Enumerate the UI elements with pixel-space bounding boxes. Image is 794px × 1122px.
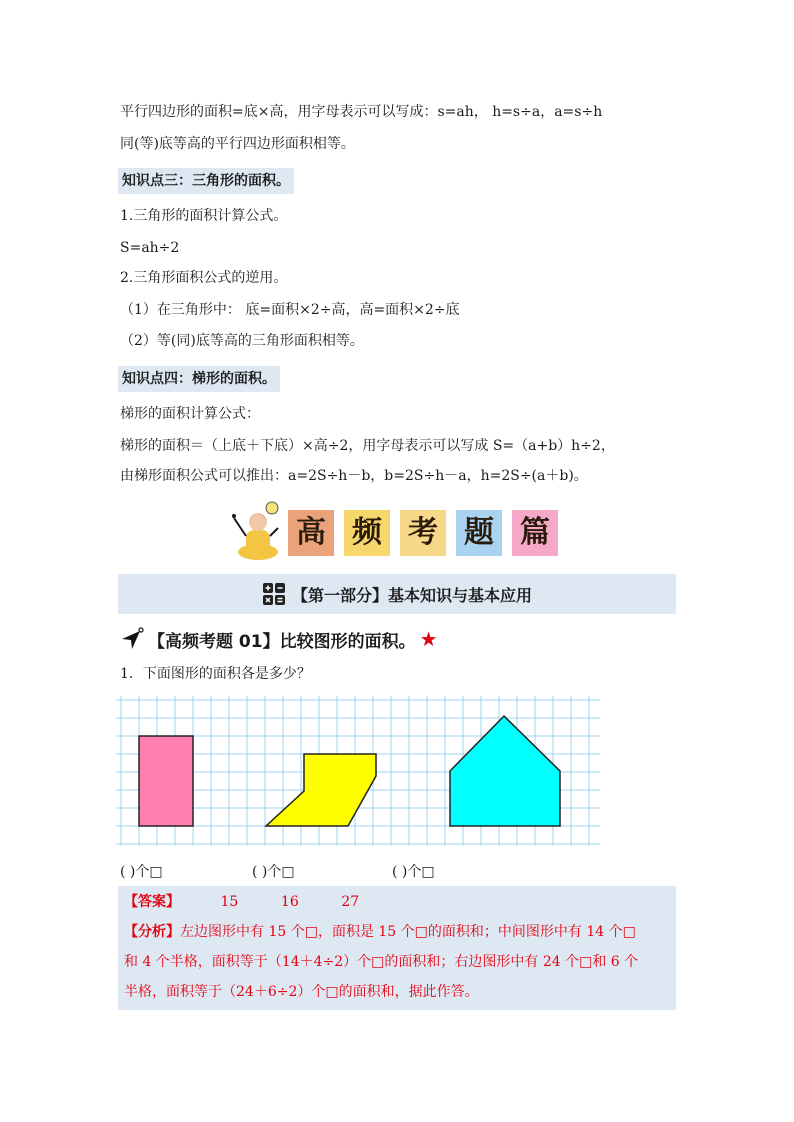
kp3-item: （2）等(同)底等高的三角形面积相等。 (120, 333, 364, 349)
star-icon: ★ (419, 627, 438, 651)
answer-value: 15 (220, 894, 239, 910)
formula-parallelogram: 平行四边形的面积=底×高，用字母表示可以写成：s=ah， h=s÷a，a=s÷h (120, 104, 603, 120)
analysis-line: 半格，面积等于（24＋6÷2）个□的面积和，据此作答。 (124, 984, 479, 1000)
cyan-pentagon (450, 716, 560, 826)
kp3-item: （1）在三角形中： 底=面积×2÷高，高=面积×2÷底 (120, 302, 460, 318)
answer-label: 【答案】 (124, 894, 180, 910)
banner-tile: 频 (344, 510, 390, 556)
answer-line (124, 892, 381, 912)
section-header (118, 574, 676, 614)
answer-value: 27 (341, 894, 360, 910)
kp4-item: 梯形的面积＝（上底＋下底）×高÷2，用字母表示可以写成 S=（a+b）h÷2， (120, 438, 615, 454)
banner-tile: 考 (400, 510, 446, 556)
kp4-item: 由梯形面积公式可以推出：a=2S÷h－b，b=2S÷h－a，h=2S÷(a＋b)。 (120, 468, 588, 484)
pink-rectangle (139, 736, 193, 826)
grid-figure (116, 696, 600, 846)
answer-blank[interactable]: ( )个□ (120, 864, 163, 880)
topic-title: 【高频考题 01】比较图形的面积。 (148, 631, 416, 652)
answer-value: 16 (280, 894, 299, 910)
kp4-item: 梯形的面积计算公式： (120, 406, 260, 422)
banner-tile: 篇 (512, 510, 558, 556)
kp3-item: S=ah÷2 (120, 240, 180, 256)
answer-blank[interactable]: ( )个□ (252, 864, 295, 880)
kp3-item: 1.三角形的面积计算公式。 (120, 208, 288, 224)
student-illustration (228, 500, 284, 560)
banner-tile: 高 (288, 510, 334, 556)
analysis-line: 【分析】左边图形中有 15 个□，面积是 15 个□的面积和；中间图形中有 14 个□ (124, 924, 636, 940)
section-title: 【第一部分】基本知识与基本应用 (291, 585, 532, 605)
calculator-icon (262, 582, 286, 606)
answer-blank[interactable]: ( )个□ (392, 864, 435, 880)
kp3-heading: 知识点三：三角形的面积。 (118, 168, 294, 194)
answer-box (118, 886, 676, 1010)
arrow-pointer-icon (120, 627, 144, 651)
analysis-label: 【分析】 (124, 924, 180, 940)
topic-heading (120, 626, 438, 652)
banner-tile: 题 (456, 510, 502, 556)
kp3-item: 2.三角形面积公式的逆用。 (120, 270, 288, 286)
high-frequency-banner (228, 500, 568, 560)
question-text: 1．下面图形的面积各是多少？ (120, 666, 311, 682)
kp4-heading: 知识点四：梯形的面积。 (118, 366, 280, 392)
parallelogram-note: 同(等)底等高的平行四边形面积相等。 (120, 136, 355, 152)
analysis-line: 和 4 个半格，面积等于（14＋4÷2）个□的面积和；右边图形中有 24 个□和 6 个 (124, 954, 639, 970)
